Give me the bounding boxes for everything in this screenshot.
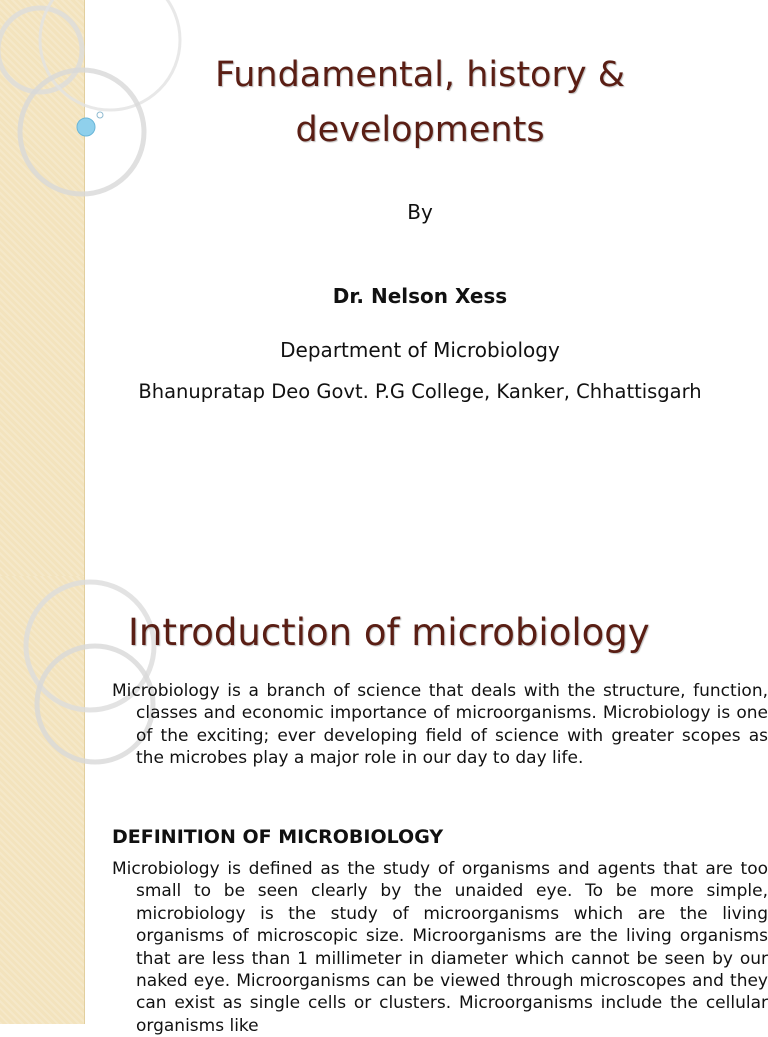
college-name: Bhanupratap Deo Govt. P.G College, Kanker, Chhattisgarh [138,380,702,403]
definition-heading: DEFINITION OF MICROBIOLOGY [112,826,444,848]
content-slide [0,576,768,1036]
author-name: Dr. Nelson Xess [332,284,508,308]
definition-paragraph: Microbiology is defined as the study of organisms and agents that are too small to be seen clearly by the unaided eye. To be more simple, microbiology is the study of microorganisms which are the living organisms of microscopic size. Microorganisms are the living organisms that are less than 1 millimeter in diameter which cannot be seen by our naked eye. Microorganisms can be viewed through microscopes and they can exist as single cells or clusters. Microorganisms include the cellular organisms like [112,859,768,1036]
department-name: Department of Microbiology [280,338,560,362]
slide-title: Introduction of microbiology [128,611,650,654]
bubble-shape [97,112,103,118]
by-line: By [407,200,433,224]
intro-paragraph: Microbiology is a branch of science that deals with the structure, function, classes and economic importance of microorganisms. Microbiology is one of the exciting; ever developing field of science with greater scopes as the microbes play a major role in our day to day life. [112,681,768,769]
slide-title: Fundamental, history & developments [214,55,625,150]
bubble-shape [77,118,95,136]
